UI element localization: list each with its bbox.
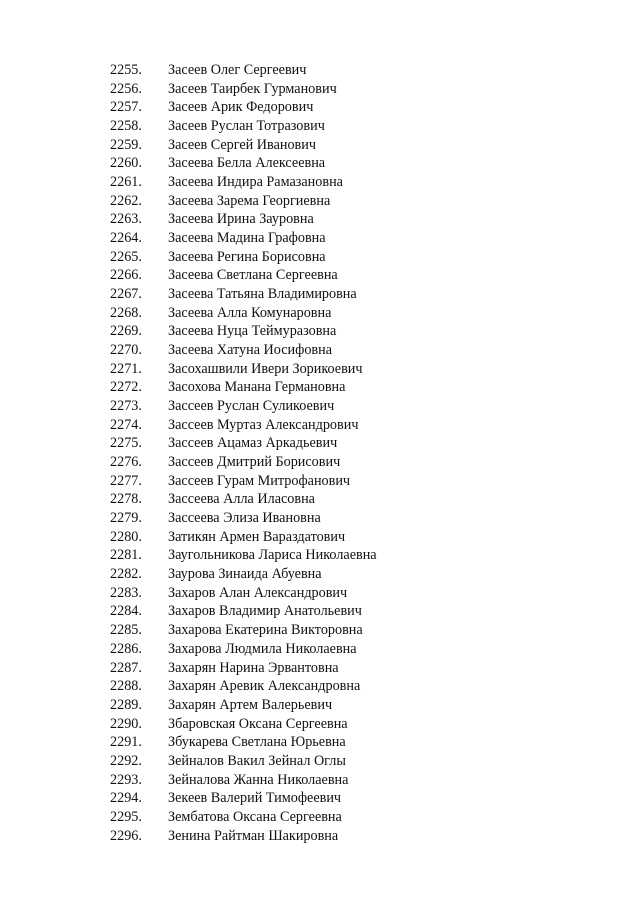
entry-number: 2266.: [110, 267, 142, 284]
list-item: [110, 808, 377, 827]
entry-name: Зассеев Ацамаз Аркадьевич: [168, 435, 338, 452]
entry-number: 2294.: [110, 790, 142, 807]
entry-name: Засеева Регина Борисовна: [168, 248, 326, 265]
list-item: [110, 210, 377, 229]
list-item: [110, 584, 377, 603]
entry-name: Збукарева Светлана Юрьевна: [168, 734, 346, 751]
entry-name: Зейналова Жанна Николаевна: [168, 771, 349, 788]
entry-name: Захарян Артем Валерьевич: [168, 696, 333, 713]
list-item: [110, 453, 377, 472]
list-item: [110, 322, 377, 341]
entry-number: 2287.: [110, 659, 142, 676]
entry-number: 2257.: [110, 99, 142, 116]
list-item: [110, 434, 377, 453]
list-item: [110, 285, 377, 304]
list-item: [110, 248, 377, 267]
entry-number: 2276.: [110, 454, 142, 471]
entry-name: Засеев Олег Сергеевич: [168, 62, 307, 78]
entry-name: Захарова Людмила Николаевна: [168, 640, 357, 657]
entry-name: Засеева Алла Комунаровна: [168, 304, 332, 321]
entry-name: Заугольникова Лариса Николаевна: [168, 547, 377, 564]
list-item: [110, 528, 377, 547]
list-item: [110, 360, 377, 379]
entry-number: 2290.: [110, 715, 142, 732]
list-item: [110, 659, 377, 678]
entry-number: 2283.: [110, 584, 142, 601]
entry-name: Засеева Зарема Георгиевна: [168, 192, 331, 209]
entry-number: 2282.: [110, 566, 142, 583]
entry-number: 2278.: [110, 491, 142, 508]
entry-name: Зекеев Валерий Тимофеевич: [168, 790, 342, 807]
entry-number: 2261.: [110, 174, 142, 191]
entry-name: Засеева Хатуна Иосифовна: [168, 342, 333, 359]
entry-number: 2258.: [110, 118, 142, 135]
name-list: [110, 61, 377, 845]
list-item: [110, 546, 377, 565]
list-item: [110, 677, 377, 696]
list-item: [110, 789, 377, 808]
list-item: [110, 98, 377, 117]
entry-number: 2296.: [110, 827, 142, 844]
entry-number: 2271.: [110, 360, 142, 377]
entry-name: Заурова Зинаида Абуевна: [168, 566, 322, 583]
entry-number: 2272.: [110, 379, 142, 396]
list-item: [110, 192, 377, 211]
list-item: [110, 173, 377, 192]
list-item: [110, 602, 377, 621]
entry-name: Захаров Алан Александрович: [168, 584, 348, 601]
entry-number: 2292.: [110, 752, 142, 769]
entry-name: Зембатова Оксана Сергеевна: [168, 808, 342, 825]
entry-number: 2263.: [110, 211, 142, 228]
entry-number: 2277.: [110, 472, 142, 489]
entry-name: Засохова Манана Германовна: [168, 379, 346, 396]
list-item: [110, 136, 377, 155]
entry-name: Зассеев Руслан Суликоевич: [168, 398, 335, 415]
entry-name: Засеева Мадина Графовна: [168, 230, 326, 247]
list-item: [110, 61, 377, 80]
entry-name: Засеева Светлана Сергеевна: [168, 267, 338, 284]
list-item: [110, 378, 377, 397]
entry-number: 2274.: [110, 416, 142, 433]
entry-number: 2273.: [110, 398, 142, 415]
entry-number: 2279.: [110, 510, 142, 527]
entry-name: Зассеев Муртаз Александрович: [168, 416, 359, 433]
list-item: [110, 117, 377, 136]
entry-name: Зейналов Вакил Зейнал Оглы: [168, 752, 346, 769]
list-item: [110, 490, 377, 509]
entry-name: Збаровская Оксана Сергеевна: [168, 715, 348, 732]
entry-name: Зенина Райтман Шакировна: [168, 827, 339, 844]
entry-name: Захаров Владимир Анатольевич: [168, 603, 362, 620]
entry-name: Засеева Татьяна Владимировна: [168, 286, 357, 303]
entry-name: Засеев Сергей Иванович: [168, 136, 316, 153]
entry-number: 2275.: [110, 435, 142, 452]
entry-number: 2259.: [110, 136, 142, 153]
list-item: [110, 771, 377, 790]
list-item: [110, 509, 377, 528]
entry-name: Захарян Аревик Александровна: [168, 678, 361, 695]
entry-name: Засохашвили Ивери Зорикоевич: [168, 360, 363, 377]
list-item: [110, 752, 377, 771]
entry-number: 2265.: [110, 248, 142, 265]
list-item: [110, 621, 377, 640]
list-item: [110, 80, 377, 99]
list-item: [110, 397, 377, 416]
list-item: [110, 266, 377, 285]
entry-name: Зассеев Гурам Митрофанович: [168, 472, 351, 489]
entry-name: Засеев Таирбек Гурманович: [168, 80, 337, 97]
entry-number: 2264.: [110, 230, 142, 247]
list-item: [110, 472, 377, 491]
entry-number: 2256.: [110, 80, 142, 97]
list-item: [110, 640, 377, 659]
list-item: [110, 154, 377, 173]
entry-number: 2293.: [110, 771, 142, 788]
entry-number: 2269.: [110, 323, 142, 340]
entry-number: 2270.: [110, 342, 142, 359]
entry-name: Засеева Ирина Зауровна: [168, 211, 314, 228]
list-item: [110, 341, 377, 360]
entry-number: 2262.: [110, 192, 142, 209]
entry-number: 2295.: [110, 808, 142, 825]
list-item: [110, 733, 377, 752]
list-item: [110, 229, 377, 248]
entry-name: Засеев Арик Федорович: [168, 99, 314, 116]
entry-number: 2267.: [110, 286, 142, 303]
entry-name: Зассеева Алла Иласовна: [168, 491, 315, 508]
entry-number: 2285.: [110, 622, 142, 639]
entry-name: Засеева Белла Алексеевна: [168, 155, 326, 172]
list-item: [110, 696, 377, 715]
entry-number: 2255.: [110, 62, 142, 78]
entry-number: 2260.: [110, 155, 142, 172]
entry-name: Захарова Екатерина Викторовна: [168, 622, 363, 639]
entry-name: Засеева Индира Рамазановна: [168, 174, 343, 191]
list-item: [110, 715, 377, 734]
entry-name: Засеева Нуца Теймуразовна: [168, 323, 337, 340]
list-item: [110, 304, 377, 323]
entry-number: 2288.: [110, 678, 142, 695]
list-item: [110, 827, 377, 846]
entry-number: 2291.: [110, 734, 142, 751]
entry-number: 2286.: [110, 640, 142, 657]
entry-number: 2268.: [110, 304, 142, 321]
list-item: [110, 565, 377, 584]
entry-name: Зассеева Элиза Ивановна: [168, 510, 321, 527]
entry-name: Затикян Армен Вараздатович: [168, 528, 346, 545]
entry-number: 2281.: [110, 547, 142, 564]
entry-number: 2280.: [110, 528, 142, 545]
entry-name: Засеев Руслан Тотразович: [168, 118, 325, 135]
entry-name: Захарян Нарина Эрвантовна: [168, 659, 339, 676]
entry-number: 2284.: [110, 603, 142, 620]
entry-number: 2289.: [110, 696, 142, 713]
list-item: [110, 416, 377, 435]
entry-name: Зассеев Дмитрий Борисович: [168, 454, 341, 471]
